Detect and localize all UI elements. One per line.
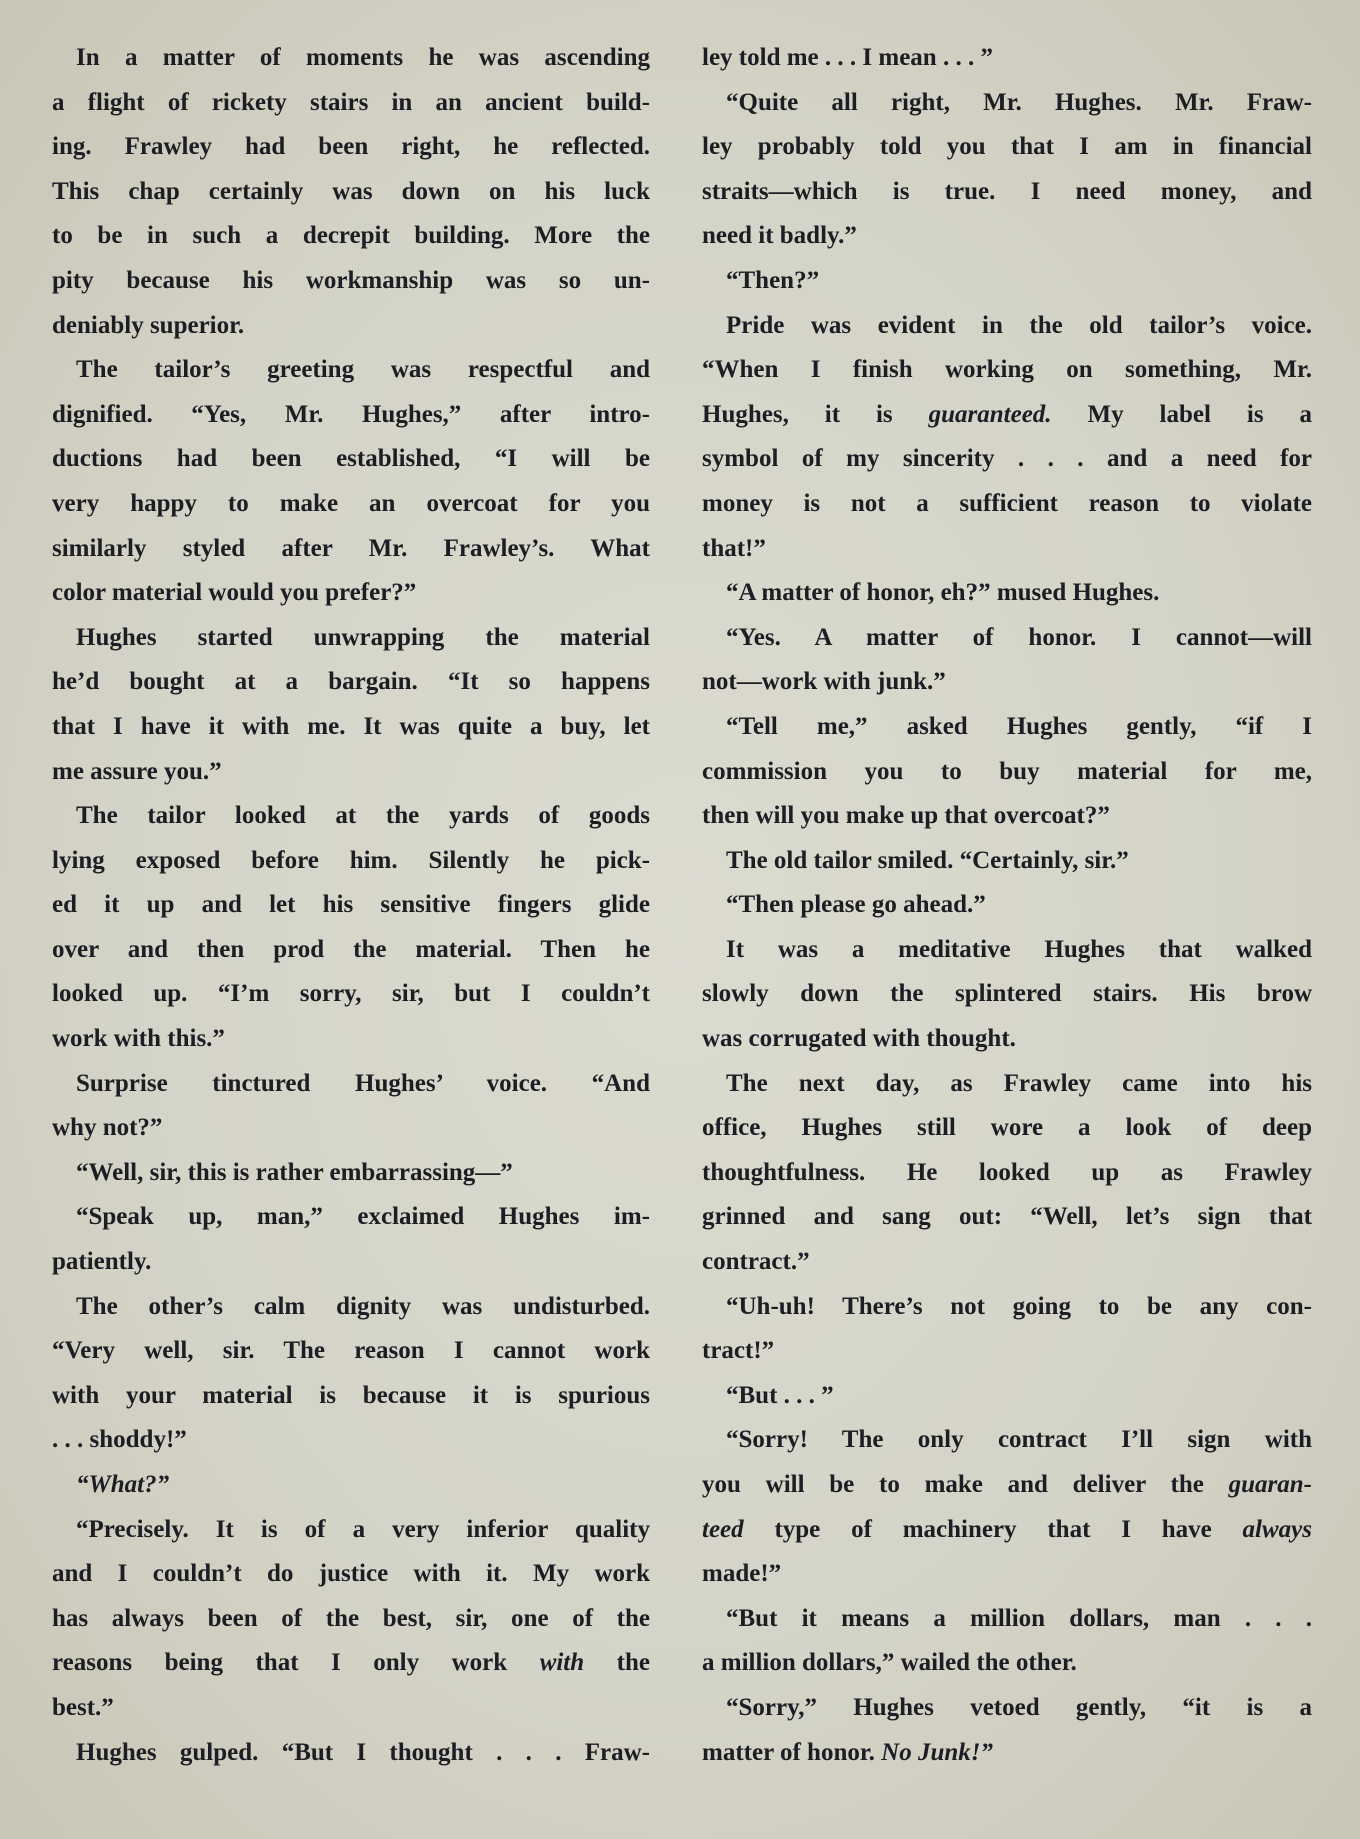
text-line: “Sorry,” Hughes vetoed gently, “it is a: [726, 1693, 1312, 1721]
paragraph: [52, 1508, 650, 1731]
text-line: tract!”: [702, 1337, 775, 1365]
text-line: “Speak up, man,” exclaimed Hughes im-: [76, 1203, 650, 1231]
text-line: “Well, sir, this is rather embarrassing—”: [76, 1158, 513, 1186]
text-line: [52, 1463, 650, 1508]
paragraph: [702, 1062, 1312, 1285]
text-line: The tailor looked at the yards of goods: [76, 802, 650, 830]
text-line: slowly down the splintered stairs. His brow: [702, 980, 1312, 1008]
italic-text: guaranteed.: [928, 400, 1052, 428]
text-line: “Sorry! The only contract I’ll sign with: [726, 1426, 1312, 1454]
text-line: me assure you.”: [52, 757, 222, 785]
text-line: ley probably told you that I am in financial: [702, 133, 1312, 161]
paragraph: [702, 1285, 1312, 1374]
text-line: Hughes started unwrapping the material: [76, 623, 650, 651]
text-line: The tailor’s greeting was respectful and: [76, 356, 650, 384]
paragraph: [52, 36, 650, 348]
text-line: why not?”: [52, 1114, 163, 1142]
text-line: a million dollars,” wailed the other.: [702, 1649, 1077, 1677]
italic-text: teed: [702, 1515, 744, 1543]
paragraph: [52, 348, 650, 616]
text-line: In a matter of moments he was ascending: [76, 44, 650, 71]
text-line: “Very well, sir. The reason I cannot work: [52, 1337, 650, 1365]
paragraph: [702, 883, 1312, 928]
text-segment: matter of honor.: [702, 1738, 882, 1766]
text-line: to be in such a decrepit building. More the: [52, 222, 650, 250]
text-line: “Then please go ahead.”: [726, 891, 986, 919]
text-line: over and then prod the material. Then he: [52, 935, 650, 963]
text-line: grinned and sang out: “Well, let’s sign that: [702, 1203, 1312, 1231]
text-line: very happy to make an overcoat for you: [52, 489, 650, 517]
text-line: deniably superior.: [52, 311, 245, 339]
text-line: “Then?”: [726, 266, 820, 294]
text-line: Hughes gulped. “But I thought . . . Fraw-: [76, 1738, 650, 1766]
paragraph: [702, 259, 1312, 304]
text-column-left: [52, 36, 650, 1775]
text-line: Surprise tinctured Hughes’ voice. “And: [76, 1069, 650, 1097]
text-line: has always been of the best, sir, one of the: [52, 1604, 650, 1632]
italic-text: always: [1242, 1515, 1312, 1543]
paragraph: [702, 616, 1312, 705]
text-line: dignified. “Yes, Mr. Hughes,” after intro-: [52, 400, 650, 428]
paragraph: [52, 1285, 650, 1463]
text-line: a flight of rickety stairs in an ancient build-: [52, 88, 650, 116]
paragraph: [52, 1463, 650, 1508]
paragraph: [702, 1374, 1312, 1419]
text-line: Pride was evident in the old tailor’s voice.: [726, 311, 1312, 339]
text-line: contract.”: [702, 1248, 810, 1276]
text-line: ed it up and let his sensitive fingers glide: [52, 891, 650, 919]
text-line: office, Hughes still wore a look of deep: [702, 1114, 1312, 1142]
text-line: that I have it with me. It was quite a buy, let: [52, 712, 650, 740]
paragraph: [52, 1062, 650, 1151]
text-line: pity because his workmanship was so un-: [52, 266, 650, 294]
text-line: [702, 1463, 1312, 1508]
text-line: best.”: [52, 1693, 114, 1721]
text-line: . . . shoddy!”: [52, 1426, 187, 1454]
text-line: not—work with junk.”: [702, 668, 946, 696]
text-line: It was a meditative Hughes that walked: [726, 935, 1312, 963]
paragraph: [702, 705, 1312, 839]
italic-text: with: [539, 1649, 585, 1677]
text-line: looked up. “I’m sorry, sir, but I couldn’t: [52, 980, 650, 1008]
paragraph: [702, 928, 1312, 1062]
text-line: work with this.”: [52, 1025, 225, 1053]
text-line: lying exposed before him. Silently he pick-: [52, 846, 650, 874]
text-line: and I couldn’t do justice with it. My work: [52, 1560, 650, 1588]
text-line: thoughtfulness. He looked up as Frawley: [702, 1158, 1312, 1186]
text-line: then will you make up that overcoat?”: [702, 802, 1110, 830]
text-line: need it badly.”: [702, 222, 857, 250]
text-line: straits—which is true. I need money, and: [702, 177, 1312, 205]
paragraph: [52, 1195, 650, 1284]
text-line: similarly styled after Mr. Frawley’s. What: [52, 534, 650, 562]
text-column-right: [702, 36, 1312, 1775]
text-line: with your material is because it is spurious: [52, 1381, 650, 1409]
text-line: was corrugated with thought.: [702, 1025, 1016, 1053]
text-line: “Tell me,” asked Hughes gently, “if I: [726, 712, 1312, 740]
italic-text: No Junk!”: [881, 1738, 993, 1766]
text-line: “But . . . ”: [726, 1381, 834, 1409]
paragraph: [52, 1731, 650, 1776]
text-line: that!”: [702, 534, 766, 562]
text-line: [702, 1731, 1312, 1776]
text-segment: the: [584, 1649, 651, 1677]
text-line: “Uh-uh! There’s not going to be any con-: [726, 1292, 1312, 1320]
text-line: “When I finish working on something, Mr.: [702, 356, 1312, 384]
paragraph: [702, 839, 1312, 884]
text-line: made!”: [702, 1560, 782, 1588]
text-line: “A matter of honor, eh?” mused Hughes.: [726, 579, 1160, 607]
paragraph: [702, 304, 1312, 572]
text-segment: reasons being that I only work: [52, 1649, 540, 1677]
text-line: [52, 1641, 650, 1686]
text-line: color material would you prefer?”: [52, 579, 417, 607]
text-segment: My label is a: [1051, 400, 1312, 428]
text-line: “But it means a million dollars, man . . .: [726, 1604, 1312, 1632]
paragraph: [702, 571, 1312, 616]
paragraph: [52, 1151, 650, 1196]
text-line: symbol of my sincerity . . . and a need for: [702, 445, 1312, 473]
text-line: “Precisely. It is of a very inferior quality: [76, 1515, 650, 1543]
paragraph: [52, 794, 650, 1062]
text-line: commission you to buy material for me,: [702, 757, 1312, 785]
text-segment: Hughes, it is: [702, 400, 929, 428]
text-line: “Yes. A matter of honor. I cannot—will: [726, 623, 1312, 651]
paragraph: [52, 616, 650, 794]
text-line: patiently.: [52, 1248, 152, 1276]
paragraph: [702, 1418, 1312, 1596]
text-line: he’d bought at a bargain. “It so happens: [52, 668, 650, 696]
paragraph: [702, 1686, 1312, 1775]
paragraph: [702, 1597, 1312, 1686]
italic-text: guaran-: [1228, 1471, 1312, 1498]
text-line: The old tailor smiled. “Certainly, sir.”: [726, 846, 1129, 874]
text-segment: you will be to make and deliver the: [702, 1471, 1229, 1498]
text-line: [702, 1508, 1312, 1553]
text-line: [702, 393, 1312, 438]
text-line: “Quite all right, Mr. Hughes. Mr. Fraw-: [726, 88, 1312, 116]
text-line: The next day, as Frawley came into his: [726, 1069, 1312, 1097]
text-line: This chap certainly was down on his luck: [52, 177, 650, 205]
italic-text: “What?”: [76, 1471, 170, 1498]
text-line: ductions had been established, “I will be: [52, 445, 650, 473]
text-line: The other’s calm dignity was undisturbed.: [76, 1292, 650, 1320]
paragraph: [702, 81, 1312, 259]
text-line: ing. Frawley had been right, he reflected.: [52, 133, 650, 161]
text-line: money is not a sufficient reason to violate: [702, 489, 1312, 517]
paragraph: [702, 36, 1312, 81]
text-line: ley told me . . . I mean . . . ”: [702, 44, 993, 71]
text-segment: type of machinery that I have: [743, 1515, 1243, 1543]
